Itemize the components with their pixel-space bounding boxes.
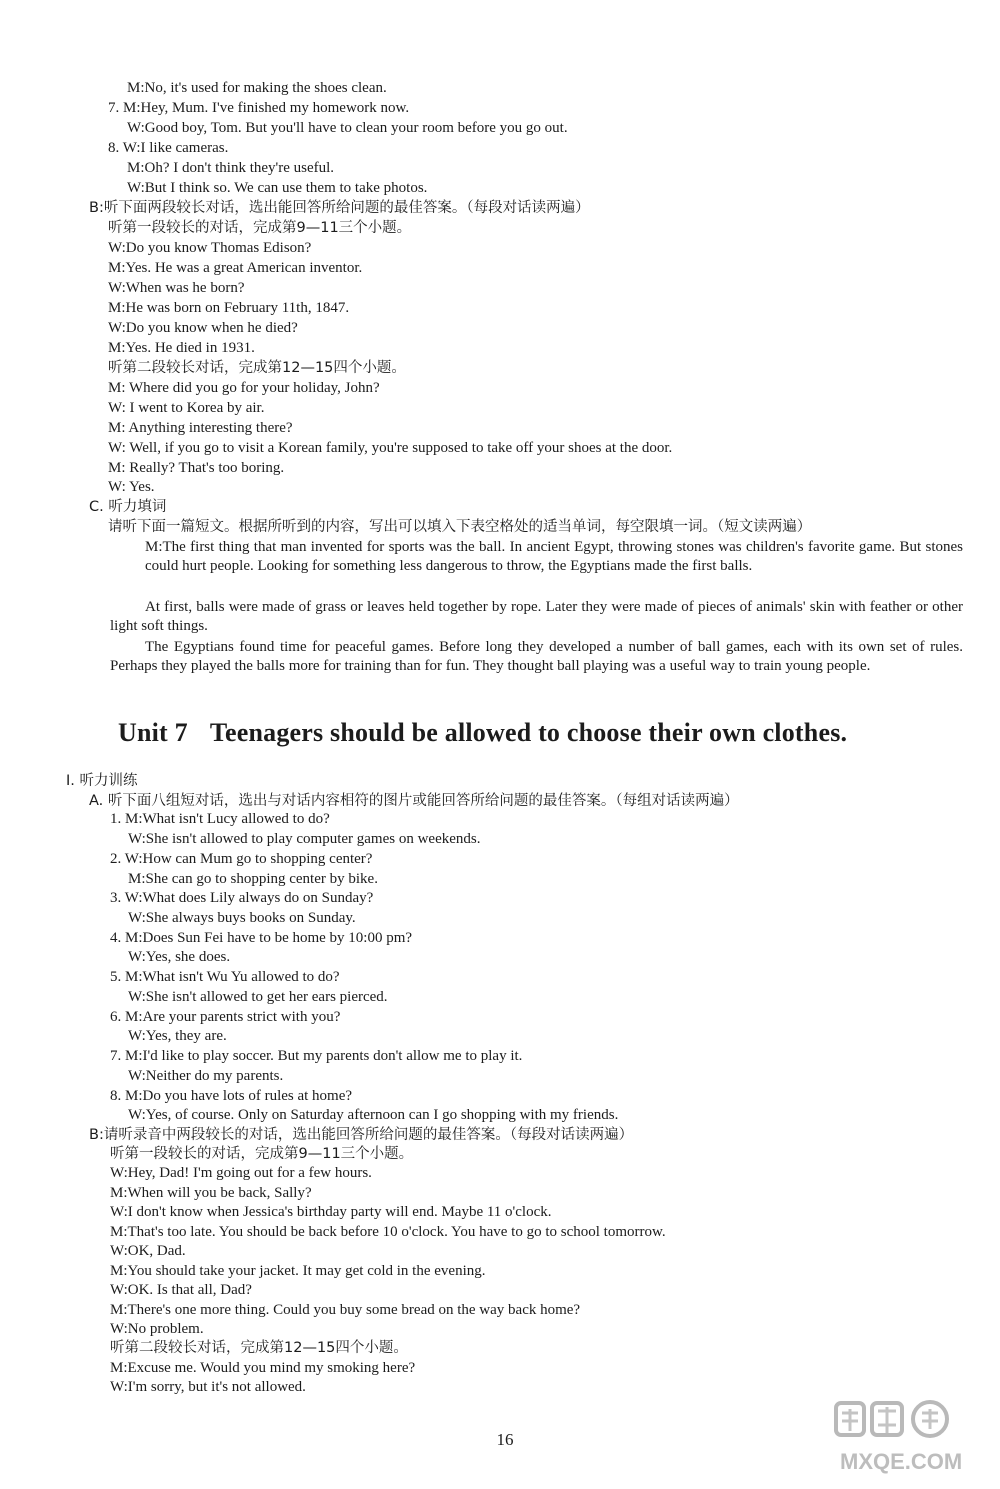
dialog-line: W:When was he born? — [108, 280, 245, 296]
dialog-line: M:Oh? I don't think they're useful. — [127, 160, 335, 176]
dialog-line: M:When will you be back, Sally? — [110, 1185, 312, 1201]
dialog-line: M: Anything interesting there? — [108, 420, 293, 436]
dialog-line: M:Yes. He died in 1931. — [108, 340, 255, 356]
section-c-instruction: 请听下面一篇短文。根据所听到的内容，写出可以填入下表空格处的适当单词，每空限填一词。（短文读两遍） — [108, 519, 812, 535]
dialog-line: W:Yes, they are. — [128, 1028, 227, 1044]
section-b-header: B:请听录音中两段较长的对话，选出能回答所给问题的最佳答案。（每段对话读两遍） — [89, 1127, 634, 1143]
dialog-line: W:OK. Is that all, Dad? — [110, 1282, 252, 1298]
dialog-line: 7. M:Hey, Mum. I've finished my homework now. — [108, 100, 410, 116]
dialog-line: 4. M:Does Sun Fei have to be home by 10:00 pm? — [110, 930, 413, 946]
dialog-line: M:Excuse me. Would you mind my smoking here? — [110, 1360, 416, 1376]
dialog-line: M: Where did you go for your holiday, John? — [108, 380, 380, 396]
dialog-line: 2. W:How can Mum go to shopping center? — [110, 851, 373, 867]
dialog-line: W:Yes, she does. — [128, 949, 231, 965]
unit-heading — [118, 716, 918, 750]
dialog-line: W: Yes. — [108, 479, 155, 495]
dialog-line: M:He was born on February 11th, 1847. — [108, 300, 350, 316]
dialog-intro: 听第一段较长的对话，完成第9—11三个小题。 — [110, 1146, 414, 1162]
dialog-line: M:You should take your jacket. It may get cold in the evening. — [110, 1263, 486, 1279]
dialog-line: W: I went to Korea by air. — [108, 400, 265, 416]
dialog-line: W:She isn't allowed to play computer games on weekends. — [128, 831, 481, 847]
unit-title: Teenagers should be allowed to choose their own clothes. — [209, 718, 848, 747]
dialog-line: W:But I think so. We can use them to take photos. — [127, 180, 428, 196]
dialog-line: 8. W:I like cameras. — [108, 140, 229, 156]
passage-paragraph — [145, 538, 963, 576]
dialog-line: W:I'm sorry, but it's not allowed. — [110, 1379, 306, 1395]
unit-number: Unit 7 — [118, 718, 188, 747]
dialog-line: W: Well, if you go to visit a Korean family, you're supposed to take off your shoes at the door. — [108, 440, 673, 456]
dialog-line: M: Really? That's too boring. — [108, 460, 285, 476]
passage-text: M:The first thing that man invented for sports was the ball. In ancient Egypt, throwing stones was children's favorite game. But stones could hurt people. Looking for something less dangerous to throw, the Egyptians made the first balls. — [145, 539, 963, 574]
dialog-line: W:No problem. — [110, 1321, 204, 1337]
dialog-intro: 听第二段较长对话，完成第12—15四个小题。 — [108, 360, 406, 376]
watermark-logo — [832, 1399, 982, 1481]
dialog-line: W:OK, Dad. — [110, 1243, 186, 1259]
dialog-line: W:Neither do my parents. — [128, 1068, 284, 1084]
dialog-line: W:Good boy, Tom. But you'll have to clean your room before you go out. — [127, 120, 568, 136]
dialog-line: W:Hey, Dad! I'm going out for a few hours. — [110, 1165, 372, 1181]
dialog-line: W:Do you know Thomas Edison? — [108, 240, 312, 256]
dialog-line: 5. M:What isn't Wu Yu allowed to do? — [110, 969, 340, 985]
dialog-line: M:There's one more thing. Could you buy some bread on the way back home? — [110, 1302, 581, 1318]
section-b-header: B:听下面两段较长对话，选出能回答所给问题的最佳答案。（每段对话读两遍） — [89, 200, 590, 216]
dialog-line: W:She always buys books on Sunday. — [128, 910, 356, 926]
passage-paragraph: The Egyptians found time for peaceful games. Before long they developed a number of ball games, each with its own set of rules. Perhaps they played the balls more for training than for fun. They thought ball playing was a useful way to train young people. — [110, 639, 963, 674]
dialog-line: 1. M:What isn't Lucy allowed to do? — [110, 811, 330, 827]
dialog-line: W:She isn't allowed to get her ears pierced. — [128, 989, 388, 1005]
section-c-header: C. 听力填词 — [89, 499, 167, 515]
dialog-intro: 听第二段较长对话，完成第12—15四个小题。 — [110, 1340, 408, 1356]
dialog-line: W:Yes, of course. Only on Saturday afternoon can I go shopping with my friends. — [128, 1107, 619, 1123]
dialog-line: M:Yes. He was a great American inventor. — [108, 260, 363, 276]
watermark-url: MXQE.COM — [840, 1449, 963, 1474]
dialog-line: 8. M:Do you have lots of rules at home? — [110, 1088, 353, 1104]
dialog-line: M:That's too late. You should be back before 10 o'clock. You have to go to school tomorrow. — [110, 1224, 666, 1240]
dialog-line: 3. W:What does Lily always do on Sunday? — [110, 890, 374, 906]
page-number: 16 — [496, 1430, 514, 1449]
dialog-line: W:Do you know when he died? — [108, 320, 298, 336]
dialog-line: M:She can go to shopping center by bike. — [128, 871, 378, 887]
dialog-line: 6. M:Are your parents strict with you? — [110, 1009, 341, 1025]
section-i-header: Ⅰ. 听力训练 — [66, 773, 138, 789]
passage-paragraph: At first, balls were made of grass or leaves held together by rope. Later they were made of pieces of animals' skin with feather or other light soft things. — [110, 599, 963, 634]
section-a-header: A. 听下面八组短对话，选出与对话内容相符的图片或能回答所给问题的最佳答案。（每组对话读两遍） — [89, 793, 739, 809]
dialog-line: 7. M:I'd like to play soccer. But my parents don't allow me to play it. — [110, 1048, 523, 1064]
dialog-line: W:I don't know when Jessica's birthday party will end. Maybe 11 o'clock. — [110, 1204, 552, 1220]
dialog-intro: 听第一段较长的对话，完成第9—11三个小题。 — [108, 220, 412, 236]
dialog-line: M:No, it's used for making the shoes clean. — [127, 80, 387, 96]
